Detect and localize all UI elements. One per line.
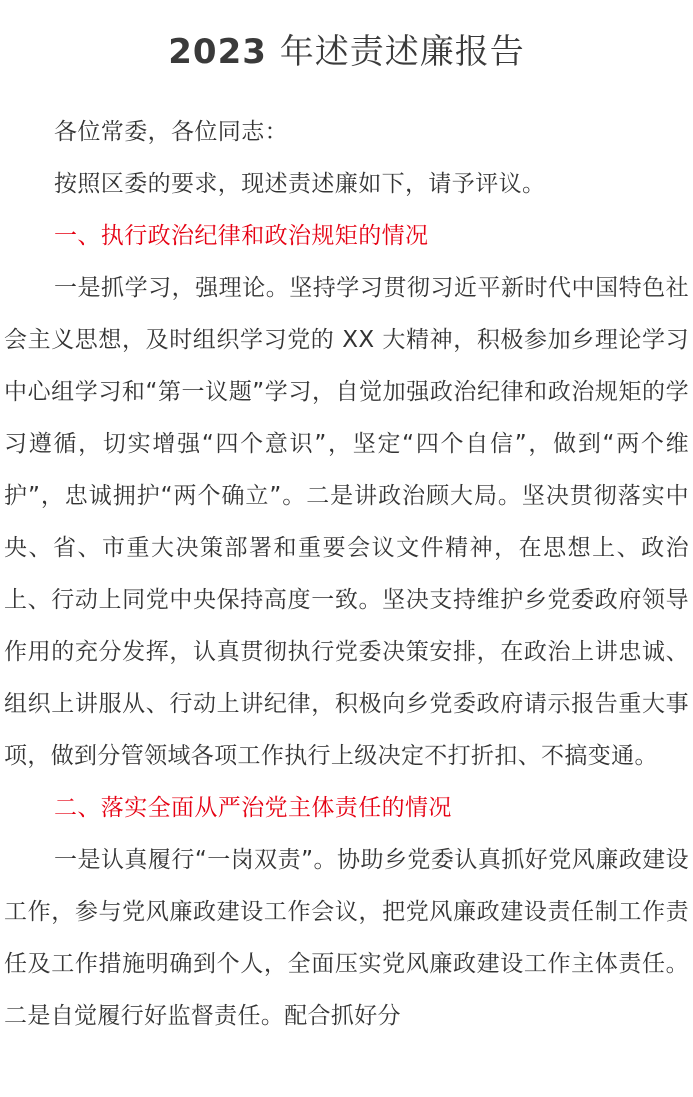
intro-paragraph: 按照区委的要求，现述责述廉如下，请予评议。 <box>54 171 546 197</box>
section-2-body: 一是认真履行“一岗双责”。协助乡党委认真抓好党风廉政建设工作，参与党风廉政建设工作会议，把党风廉政建设责任制工作责任及工作措施明确到个人，全面压实党风廉政建设工作主体责任。二是自觉履行好监督责任。配合抓好分 <box>4 847 689 1029</box>
section-1-heading: 一、执行政治纪律和政治规矩的情况 <box>54 223 429 249</box>
page-title <box>4 0 689 78</box>
title-text: 年述责述廉报告 <box>279 32 525 72</box>
document-body <box>4 106 689 1042</box>
section-2-heading: 二、落实全面从严治党主体责任的情况 <box>54 795 452 821</box>
title-year: 2023 <box>168 32 267 72</box>
greeting-paragraph: 各位常委，各位同志： <box>54 119 288 145</box>
section-1-body: 一是抓学习，强理论。坚持学习贯彻习近平新时代中国特色社会主义思想，及时组织学习党的 XX 大精神，积极参加乡理论学习中心组学习和“第一议题”学习，自觉加强政治纪律和政治规矩的学习遵循，切实增强“四个意识”，坚定“四个自信”，做到“两个维护”，忠诚拥护“两个确立”。二是讲政治顾大局。坚决贯彻落实中央、省、市重大决策部署和重要会议文件精神，在思想上、政治上、行动上同党中央保持高度一致。坚决支持维护乡党委政府领导作用的充分发挥，认真贯彻执行党委决策安排，在政治上讲忠诚、组织上讲服从、行动上讲纪律，积极向乡党委政府请示报告重大事项，做到分管领域各项工作执行上级决定不打折扣、不搞变通。 <box>4 275 689 769</box>
